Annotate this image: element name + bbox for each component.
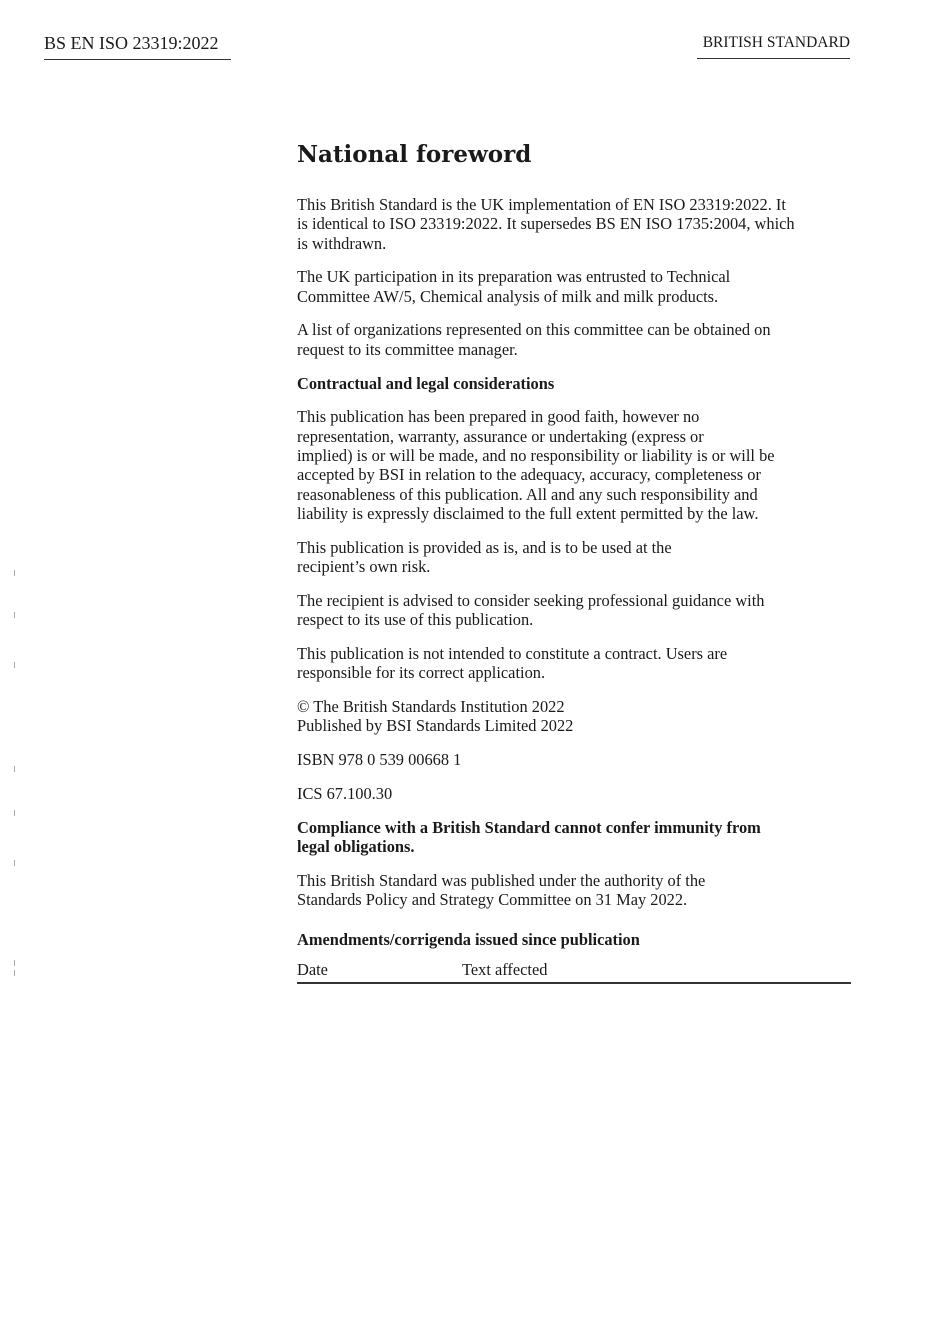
text-line: reasonableness of this publication. All and any such responsibility and <box>297 484 758 504</box>
contractual-heading: Contractual and legal considerations <box>297 373 555 393</box>
text-line: respect to its use of this publication. <box>297 610 534 630</box>
page-title: National foreword <box>297 141 532 168</box>
intro-paragraph-2 <box>297 267 853 306</box>
text-line: A list of organizations represented on this committee can be obtained on <box>297 320 771 340</box>
compliance-statement <box>297 818 853 857</box>
amendments-column-text-affected: Text affected <box>462 959 548 979</box>
authority-statement <box>297 871 853 910</box>
isbn-number: ISBN 978 0 539 00668 1 <box>297 750 462 770</box>
margin-mark <box>14 960 15 966</box>
ics-code: ICS 67.100.30 <box>297 783 393 803</box>
margin-mark <box>14 970 15 976</box>
text-line: is withdrawn. <box>297 233 387 253</box>
text-line: Published by BSI Standards Limited 2022 <box>297 716 574 736</box>
foreword-content <box>297 140 853 984</box>
margin-marks <box>14 560 18 980</box>
contractual-paragraph-3 <box>297 591 853 630</box>
text-line: This publication is not intended to constitute a contract. Users are <box>297 643 728 663</box>
text-line: responsible for its correct application. <box>297 663 546 683</box>
text-line: The UK participation in its preparation was entrusted to Technical <box>297 267 731 287</box>
contractual-paragraph-2 <box>297 538 853 577</box>
margin-mark <box>14 570 15 576</box>
text-line: Standards Policy and Strategy Committee on 31 May 2022. <box>297 890 688 910</box>
amendments-table <box>297 960 851 984</box>
document-category-header: BRITISH STANDARD <box>697 32 850 59</box>
intro-paragraph-3 <box>297 320 853 359</box>
text-line: This publication has been prepared in good faith, however no <box>297 407 700 427</box>
text-line: © The British Standards Institution 2022 <box>297 696 565 716</box>
text-line: This publication is provided as is, and is to be used at the <box>297 537 672 557</box>
text-line: This British Standard was published under the authority of the <box>297 870 706 890</box>
text-line: request to its committee manager. <box>297 339 518 359</box>
contractual-paragraph-1 <box>297 407 853 523</box>
text-line: This British Standard is the UK implementation of EN ISO 23319:2022. It <box>297 195 786 214</box>
margin-mark <box>14 860 15 866</box>
margin-mark <box>14 810 15 816</box>
margin-mark <box>14 612 15 618</box>
margin-mark <box>14 766 15 772</box>
copyright-notice <box>297 697 853 736</box>
contractual-paragraph-4 <box>297 644 853 683</box>
text-line: representation, warranty, assurance or undertaking (express or <box>297 426 704 446</box>
text-line: legal obligations. <box>297 836 415 856</box>
text-line: accepted by BSI in relation to the adequacy, accuracy, completeness or <box>297 465 761 485</box>
text-line: Committee AW/5, Chemical analysis of milk and milk products. <box>297 286 719 306</box>
text-line: Compliance with a British Standard cannot confer immunity from <box>297 817 761 837</box>
margin-mark <box>14 662 15 668</box>
text-line: recipient’s own risk. <box>297 556 431 576</box>
text-line: is identical to ISO 23319:2022. It supersedes BS EN ISO 1735:2004, which <box>297 214 795 234</box>
text-line: implied) is or will be made, and no responsibility or liability is or will be <box>297 445 775 465</box>
document-id-header: BS EN ISO 23319:2022 <box>44 31 231 60</box>
amendments-heading: Amendments/corrigenda issued since publication <box>297 930 640 950</box>
amendments-column-date: Date <box>297 959 328 979</box>
text-line: The recipient is advised to consider seeking professional guidance with <box>297 590 765 610</box>
text-line: liability is expressly disclaimed to the full extent permitted by the law. <box>297 503 759 523</box>
intro-paragraph-1 <box>297 195 853 253</box>
